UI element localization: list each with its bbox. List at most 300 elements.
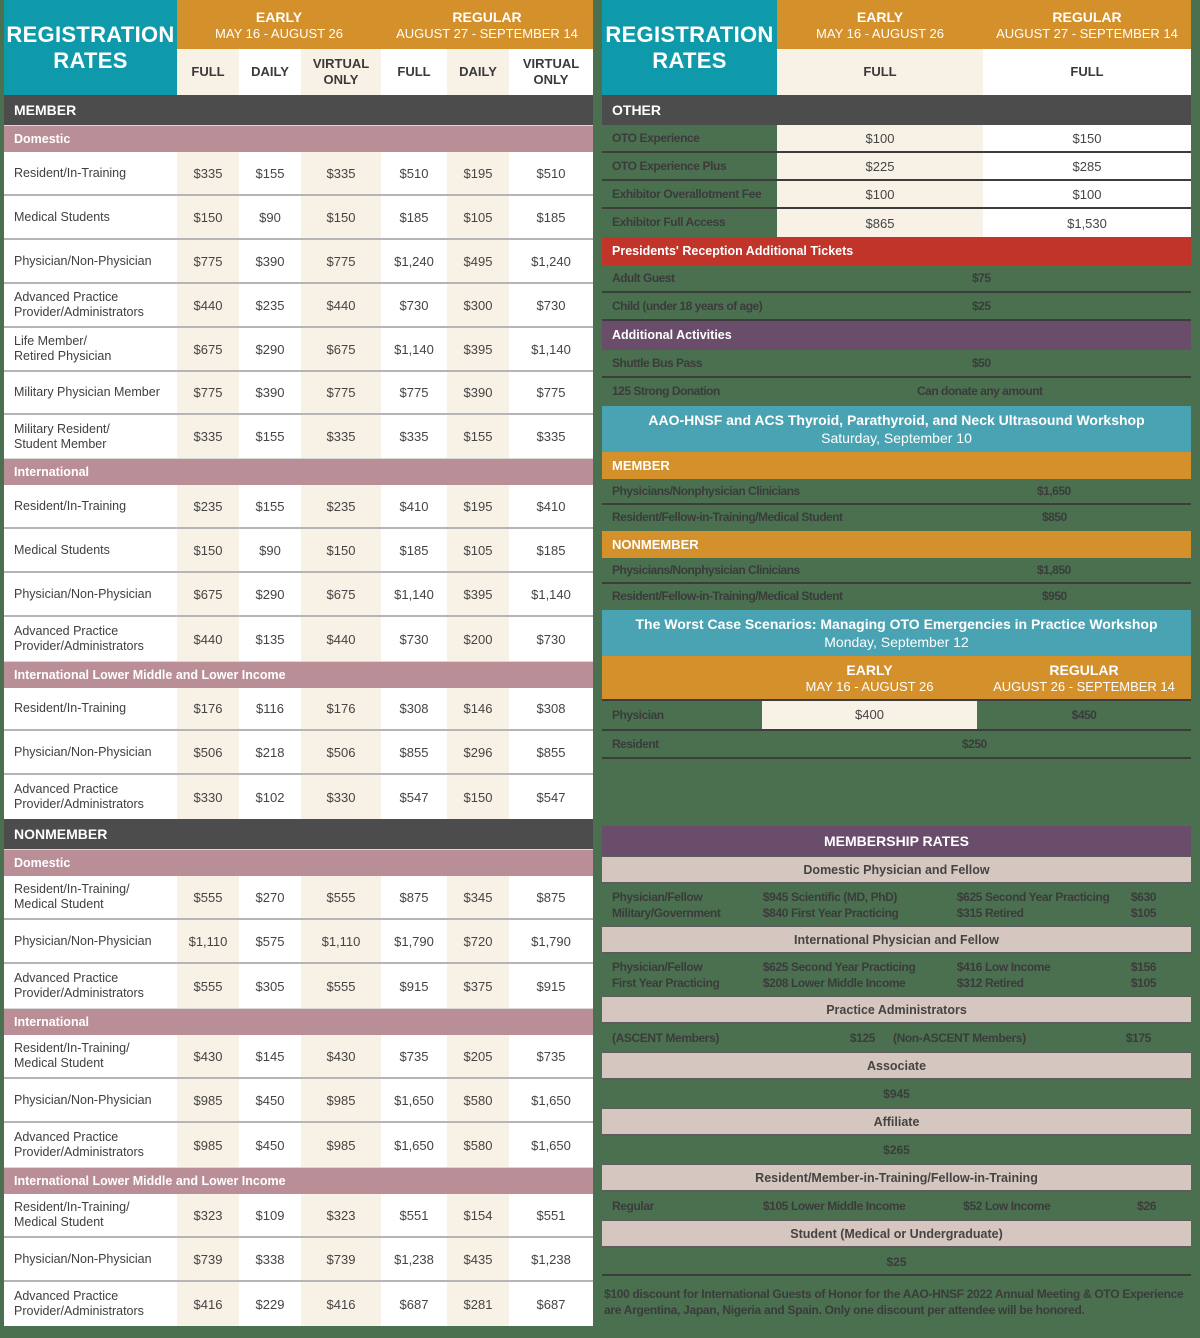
rows-member-international — [4, 485, 593, 661]
table-row — [4, 920, 593, 964]
price-cell: $338 — [239, 1238, 301, 1280]
row-label: Physician/Non-Physician — [14, 1092, 152, 1107]
price-cell: $105 — [447, 529, 509, 571]
table-header — [602, 0, 1191, 95]
row-label: OTO Experience — [612, 131, 700, 145]
subsection-international: International — [4, 1008, 593, 1035]
price-cell: $985 — [301, 1079, 381, 1121]
price-cell: $90 — [239, 529, 301, 571]
membership-price: $945 — [883, 1087, 910, 1101]
row-label: Physician/Non-Physician — [14, 1251, 152, 1266]
price-cell: $915 — [509, 964, 593, 1008]
rows-nonmember-domestic — [4, 876, 593, 1008]
price-cell: $335 — [177, 415, 239, 458]
row-label: Military Physician Member — [14, 385, 160, 399]
period-label: REGULAR — [1052, 9, 1122, 25]
subsection-domestic: Domestic — [4, 125, 593, 152]
period-regular — [381, 0, 593, 49]
period-regular: REGULAR AUGUST 26 - SEPTEMBER 14 — [993, 662, 1175, 694]
membership-price: $156 — [1130, 960, 1156, 974]
row-price: $1,650 — [1037, 484, 1071, 498]
price-cell: $410 — [509, 485, 593, 527]
table-row — [4, 152, 593, 196]
row-label: Adult Guest — [612, 271, 675, 285]
thyroid-workshop-header — [602, 406, 1191, 452]
price-cell: $915 — [381, 964, 447, 1008]
membership-price: $312 — [956, 976, 982, 990]
price-cell: $185 — [509, 529, 593, 571]
price-cell: $985 — [177, 1123, 239, 1167]
row-label: Advanced Practice Provider/Administrators — [14, 1130, 144, 1159]
row-label: Advanced Practice Provider/Administrators — [14, 624, 144, 653]
col-header-daily: DAILY — [447, 49, 509, 95]
row-label: Military Resident/ Student Member — [14, 421, 110, 451]
price-cell: $555 — [301, 964, 381, 1008]
price-cell: $323 — [177, 1194, 239, 1236]
row-label: Physicians/Nonphysician Clinicians — [612, 484, 800, 498]
price-cell: $335 — [301, 152, 381, 194]
header-title — [602, 0, 777, 95]
period-dates: MAY 16 - AUGUST 26 — [215, 26, 343, 41]
col-header-full: FULL — [381, 49, 447, 95]
membership-price: $265 — [883, 1143, 910, 1157]
price-cell: $176 — [301, 688, 381, 729]
price-cell: $145 — [239, 1035, 301, 1077]
price-cell: $390 — [239, 240, 301, 282]
price-cell: $308 — [381, 688, 447, 729]
row-label: Resident/Fellow-in-Training/Medical Student — [612, 589, 843, 603]
price-cell: $580 — [447, 1123, 509, 1167]
membership-grid — [602, 954, 1191, 996]
activity-row — [602, 378, 1191, 406]
price-cell: $150 — [301, 196, 381, 238]
title-line-2: RATES — [53, 47, 128, 73]
price-cell: $730 — [381, 284, 447, 326]
title-line-2: RATES — [652, 47, 727, 73]
price-cell: $1,140 — [381, 328, 447, 370]
table-row — [4, 240, 593, 284]
price-cell: $675 — [177, 573, 239, 615]
table-row — [4, 1194, 593, 1238]
table-header — [4, 0, 593, 95]
price-cell: $1,790 — [509, 920, 593, 962]
price-cell: $440 — [301, 284, 381, 326]
price-cell: $155 — [447, 415, 509, 458]
membership-rates-title: MEMBERSHIP RATES — [602, 826, 1191, 856]
price-cell: $440 — [177, 617, 239, 661]
price-cell: $395 — [447, 573, 509, 615]
early-price: $100 — [777, 125, 983, 151]
price-cell: $775 — [509, 372, 593, 413]
period-headers — [177, 0, 593, 49]
price-cell: $1,650 — [509, 1079, 593, 1121]
price-cell: $416 — [177, 1282, 239, 1326]
table-row — [4, 284, 593, 328]
row-label: Physician/Non-Physician — [14, 744, 152, 759]
table-row — [4, 1238, 593, 1282]
price-cell: $235 — [301, 485, 381, 527]
membership-price: $315 — [956, 906, 982, 920]
table-row — [4, 617, 593, 661]
column-headers — [777, 49, 1191, 95]
price-cell: $855 — [509, 731, 593, 773]
price-cell: $235 — [177, 485, 239, 527]
price-cell: $547 — [509, 775, 593, 819]
early-price: $225 — [777, 153, 983, 179]
membership-category: Student (Medical or Undergraduate) — [602, 1220, 1191, 1248]
row-price: $250 — [962, 737, 987, 751]
membership-category: Associate — [602, 1052, 1191, 1080]
price-cell: $675 — [177, 328, 239, 370]
price-cell: $687 — [381, 1282, 447, 1326]
price-cell: $675 — [301, 328, 381, 370]
membership-label: Low Income — [985, 960, 1051, 974]
price-cell: $395 — [447, 328, 509, 370]
price-cell: $296 — [447, 731, 509, 773]
price-cell: $430 — [177, 1035, 239, 1077]
row-price: $850 — [1042, 510, 1067, 524]
row-label: Life Member/ Retired Physician — [14, 334, 112, 363]
price-cell: $218 — [239, 731, 301, 773]
table-row — [4, 1123, 593, 1167]
period-early — [177, 0, 381, 49]
table-row — [4, 964, 593, 1008]
membership-category: Practice Administrators — [602, 996, 1191, 1024]
membership-grid — [602, 884, 1191, 926]
price-cell: $775 — [177, 372, 239, 413]
membership-price: $625 — [762, 960, 788, 974]
price-cell: $855 — [381, 731, 447, 773]
table-row — [4, 1282, 593, 1326]
membership-label: First Year Practicing — [791, 906, 899, 920]
section-additional-activities: Additional Activities — [602, 321, 1191, 350]
row-label: Exhibitor Full Access — [612, 215, 726, 229]
regular-price: $100 — [983, 181, 1191, 207]
worst-case-period-header — [602, 656, 1191, 701]
membership-label: Regular — [612, 1199, 654, 1213]
price-cell: $1,140 — [509, 328, 593, 370]
membership-label: Retired — [985, 906, 1024, 920]
price-cell: $985 — [177, 1079, 239, 1121]
column-headers — [177, 49, 593, 95]
price-cell: $155 — [239, 415, 301, 458]
price-cell: $410 — [381, 485, 447, 527]
membership-category: Resident/Member-in-Training/Fellow-in-Training — [602, 1164, 1191, 1192]
table-row — [4, 688, 593, 731]
price-cell: $335 — [509, 415, 593, 458]
row-label: Resident/In-Training/ Medical Student — [14, 1200, 130, 1229]
row-label: Physicians/Nonphysician Clinicians — [612, 563, 800, 577]
table-row — [4, 328, 593, 372]
row-label: Advanced Practice Provider/Administrators — [14, 290, 144, 319]
row-label: Advanced Practice Provider/Administrators — [14, 782, 144, 811]
section-other: OTHER — [602, 95, 1191, 125]
row-price: $75 — [972, 271, 991, 285]
row-label: Advanced Practice Provider/Administrators — [14, 971, 144, 1000]
price-cell: $1,238 — [509, 1238, 593, 1280]
price-cell: $375 — [447, 964, 509, 1008]
other-rows — [602, 125, 1191, 237]
row-label: Resident/In-Training — [14, 701, 127, 715]
period-label: EARLY — [255, 9, 303, 25]
col-header-full: FULL — [777, 49, 983, 95]
membership-price: $105 — [1130, 976, 1156, 990]
membership-price: $625 — [956, 890, 982, 904]
row-price: $1,850 — [1037, 563, 1071, 577]
price-cell: $1,110 — [177, 920, 239, 962]
price-cell: $440 — [301, 617, 381, 661]
price-cell: $155 — [239, 152, 301, 194]
membership-label: Retired — [985, 976, 1024, 990]
row-label: Physician/Non-Physician — [14, 933, 152, 948]
subsection-intl-low-income: International Lower Middle and Lower Income — [4, 661, 593, 688]
early-price: $865 — [777, 209, 983, 237]
price-cell: $390 — [239, 372, 301, 413]
title-line-1: REGISTRATION — [6, 21, 175, 47]
membership-category: International Physician and Fellow — [602, 926, 1191, 954]
price-cell: $555 — [301, 876, 381, 918]
price-cell: $1,238 — [381, 1238, 447, 1280]
price-cell: $150 — [177, 196, 239, 238]
price-cell: $150 — [177, 529, 239, 571]
price-cell: $985 — [301, 1123, 381, 1167]
price-cell: $150 — [447, 775, 509, 819]
registration-rates-table — [4, 0, 593, 1326]
price-cell: $551 — [509, 1194, 593, 1236]
row-price: $950 — [1042, 589, 1067, 603]
section-presidents-reception: Presidents' Reception Additional Tickets — [602, 237, 1191, 265]
price-cell: $195 — [447, 485, 509, 527]
price-cell: $775 — [177, 240, 239, 282]
membership-price: $945 — [762, 890, 788, 904]
thyroid-nonmember-header: NONMEMBER — [602, 531, 1191, 558]
table-row — [4, 876, 593, 920]
price-cell: $290 — [239, 328, 301, 370]
period-regular — [983, 0, 1191, 49]
table-row — [4, 415, 593, 458]
price-cell: $735 — [381, 1035, 447, 1077]
price-cell: $305 — [239, 964, 301, 1008]
regular-price: $285 — [983, 153, 1191, 179]
price-cell: $1,790 — [381, 920, 447, 962]
price-cell: $775 — [301, 372, 381, 413]
price-cell: $200 — [447, 617, 509, 661]
table-row — [4, 1035, 593, 1079]
price-cell: $1,140 — [509, 573, 593, 615]
price-cell: $1,650 — [381, 1079, 447, 1121]
row-label: Physician/Non-Physician — [14, 253, 152, 268]
activity-row — [602, 350, 1191, 378]
price-cell: $105 — [447, 196, 509, 238]
row-price: $50 — [972, 356, 991, 370]
row-label: Resident/In-Training — [14, 165, 127, 180]
membership-label: Lower Middle Income — [791, 976, 906, 990]
table-row — [4, 372, 593, 415]
price-cell: $155 — [239, 485, 301, 527]
price-cell: $90 — [239, 196, 301, 238]
col-header-daily: DAILY — [239, 49, 301, 95]
price-cell: $547 — [381, 775, 447, 819]
worst-case-workshop-header — [602, 610, 1191, 656]
early-price: $400 — [762, 701, 977, 729]
membership-price: $26 — [1137, 1199, 1156, 1213]
title-line-1: REGISTRATION — [605, 21, 774, 47]
price-cell: $330 — [301, 775, 381, 819]
price-cell: $308 — [509, 688, 593, 729]
row-label: Medical Students — [14, 209, 110, 224]
membership-price: $105 — [762, 1199, 788, 1213]
membership-label: Physician/Fellow — [612, 890, 703, 904]
price-cell: $205 — [447, 1035, 509, 1077]
price-cell: $1,650 — [509, 1123, 593, 1167]
price-cell: $575 — [239, 920, 301, 962]
row-price: Can donate any amount — [917, 384, 1043, 398]
price-cell: $675 — [301, 573, 381, 615]
price-cell: $330 — [177, 775, 239, 819]
price-cell: $1,110 — [301, 920, 381, 962]
membership-label: Scientific (MD, PhD) — [791, 890, 898, 904]
membership-price: $105 — [1130, 906, 1156, 920]
period-early: EARLY MAY 16 - AUGUST 26 — [805, 662, 934, 694]
thyroid-row — [602, 479, 1191, 505]
row-price: $25 — [972, 299, 991, 313]
price-cell: $739 — [301, 1238, 381, 1280]
price-cell: $185 — [381, 196, 447, 238]
subsection-domestic: Domestic — [4, 849, 593, 876]
rows-nonmember-international — [4, 1035, 593, 1167]
membership-grid: (ASCENT Members) $125 (Non-ASCENT Members) $175 — [612, 1031, 1151, 1045]
row-label: Physician — [612, 708, 664, 722]
section-member: MEMBER — [4, 95, 593, 125]
col-header-virtual-only: VIRTUAL ONLY — [509, 49, 593, 95]
price-cell: $290 — [239, 573, 301, 615]
table-row — [4, 196, 593, 240]
membership-label: Low Income — [985, 1199, 1051, 1213]
workshop-title: The Worst Case Scenarios: Managing OTO Emergencies in Practice Workshop — [635, 616, 1158, 632]
price-cell: $1,240 — [509, 240, 593, 282]
price-cell: $775 — [301, 240, 381, 282]
price-cell: $1,140 — [381, 573, 447, 615]
price-cell: $506 — [301, 731, 381, 773]
membership-price: $25 — [602, 1248, 1191, 1276]
thyroid-row — [602, 558, 1191, 584]
price-cell: $335 — [301, 415, 381, 458]
col-header-full: FULL — [983, 49, 1191, 95]
row-label: Resident/In-Training/ Medical Student — [14, 1041, 130, 1070]
membership-price: $840 — [762, 906, 788, 920]
footnote: $100 discount for International Guests of Honor for the AAO-HNSF 2022 Annual Meeting & OTO Experience are Argentina, Japan, Nigeria and Spain. Only one discount per attendee will be honored. — [604, 1287, 1184, 1317]
period-label: EARLY — [856, 9, 904, 25]
price-cell: $580 — [447, 1079, 509, 1121]
thyroid-row — [602, 584, 1191, 610]
price-cell: $875 — [509, 876, 593, 918]
row-label: OTO Experience Plus — [612, 159, 727, 173]
price-cell: $135 — [239, 617, 301, 661]
price-cell: $720 — [447, 920, 509, 962]
price-cell: $506 — [177, 731, 239, 773]
price-cell: $300 — [447, 284, 509, 326]
membership-price: $416 — [956, 960, 982, 974]
row-label: Exhibitor Overallotment Fee — [612, 187, 762, 201]
price-cell: $440 — [177, 284, 239, 326]
membership-category: Domestic Physician and Fellow — [602, 856, 1191, 884]
membership-label: First Year Practicing — [612, 976, 720, 990]
period-headers — [777, 0, 1191, 49]
price-cell: $430 — [301, 1035, 381, 1077]
price-cell: $281 — [447, 1282, 509, 1326]
price-cell: $450 — [239, 1079, 301, 1121]
row-label: Shuttle Bus Pass — [612, 356, 703, 370]
price-cell: $345 — [447, 876, 509, 918]
price-cell: $435 — [447, 1238, 509, 1280]
thyroid-member-header: MEMBER — [602, 452, 1191, 479]
header-title — [4, 0, 177, 95]
other-row — [602, 125, 1191, 153]
row-label: Resident/In-Training — [14, 498, 127, 513]
worst-case-row — [602, 701, 1191, 731]
row-label: Medical Students — [14, 542, 110, 557]
other-row — [602, 209, 1191, 237]
price-cell: $510 — [381, 152, 447, 194]
table-row — [4, 731, 593, 775]
membership-label: Second Year Practicing — [791, 960, 916, 974]
col-header-full: FULL — [177, 49, 239, 95]
price-cell: $739 — [177, 1238, 239, 1280]
price-cell: $730 — [509, 284, 593, 326]
price-cell: $775 — [381, 372, 447, 413]
price-cell: $109 — [239, 1194, 301, 1236]
membership-label: Lower Middle Income — [791, 1199, 906, 1213]
other-rates-panel — [602, 0, 1191, 1318]
table-row — [4, 775, 593, 819]
price-cell: $687 — [509, 1282, 593, 1326]
price-cell: $270 — [239, 876, 301, 918]
section-nonmember: NONMEMBER — [4, 819, 593, 849]
price-cell: $495 — [447, 240, 509, 282]
regular-price: $450 — [1071, 708, 1097, 722]
membership-grid — [602, 1192, 1191, 1220]
price-cell: $730 — [509, 617, 593, 661]
price-cell: $335 — [381, 415, 447, 458]
price-cell: $875 — [381, 876, 447, 918]
reception-row — [602, 265, 1191, 293]
table-row — [4, 573, 593, 617]
row-label: Advanced Practice Provider/Administrators — [14, 1289, 144, 1318]
regular-price: $1,530 — [983, 209, 1191, 237]
row-label: Resident/Fellow-in-Training/Medical Student — [612, 510, 843, 524]
price-cell: $510 — [509, 152, 593, 194]
price-cell: $390 — [447, 372, 509, 413]
price-cell: $146 — [447, 688, 509, 729]
price-cell: $176 — [177, 688, 239, 729]
row-label: Physician/Non-Physician — [14, 586, 152, 601]
price-cell: $450 — [239, 1123, 301, 1167]
membership-label: Physician/Fellow — [612, 960, 703, 974]
reception-row — [602, 293, 1191, 321]
workshop-date: Monday, September 12 — [824, 634, 969, 650]
row-label: Child (under 18 years of age) — [612, 299, 763, 313]
table-row — [4, 529, 593, 573]
early-price: $100 — [777, 181, 983, 207]
period-dates: MAY 16 - AUGUST 26 — [816, 26, 944, 41]
other-row — [602, 181, 1191, 209]
price-cell: $185 — [381, 529, 447, 571]
price-cell: $416 — [301, 1282, 381, 1326]
price-cell: $1,650 — [381, 1123, 447, 1167]
other-row — [602, 153, 1191, 181]
workshop-date: Saturday, September 10 — [821, 430, 972, 446]
subsection-intl-low-income: International Lower Middle and Lower Income — [4, 1167, 593, 1194]
